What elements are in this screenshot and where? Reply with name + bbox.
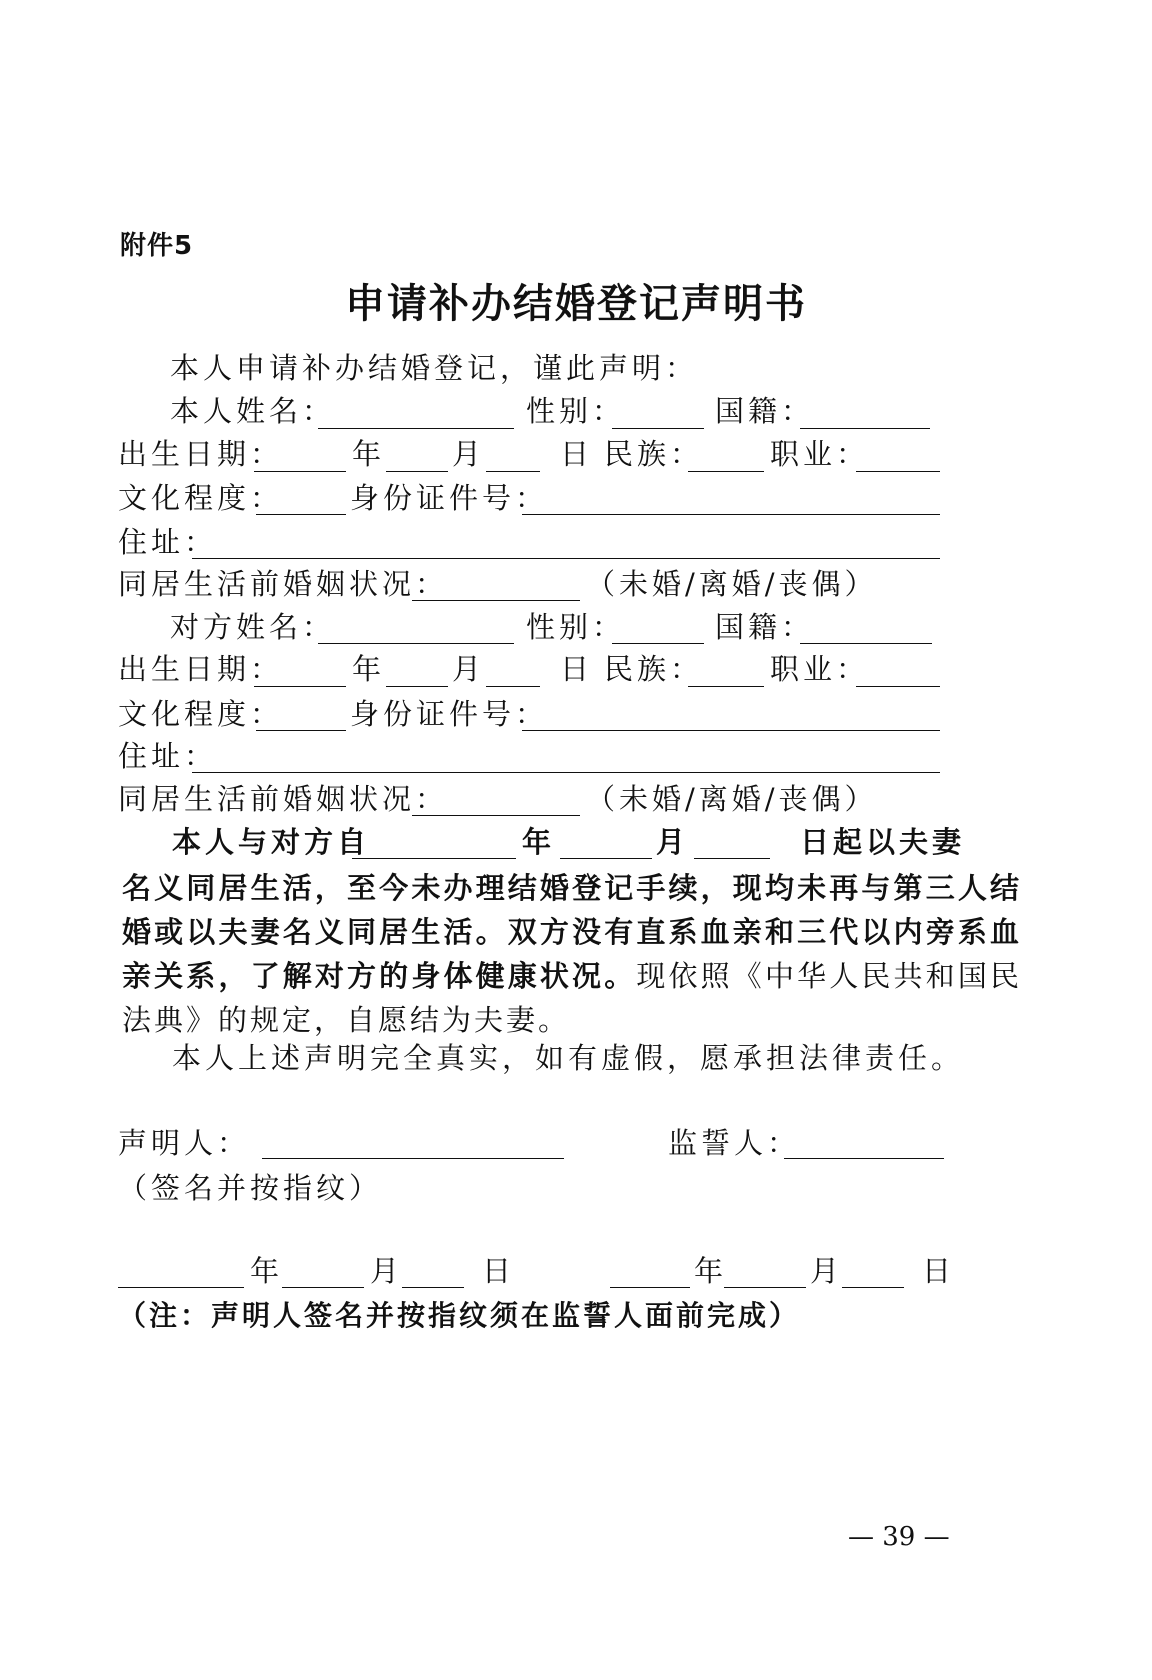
partner-nationality-field[interactable] xyxy=(800,643,932,644)
partner-birth-year-field[interactable] xyxy=(254,686,346,687)
supervisor-date-day-label: 日 xyxy=(922,1254,956,1288)
self-address-label: 住址： xyxy=(118,525,218,559)
declarant-date-day-label: 日 xyxy=(482,1254,516,1288)
supervisor-date-year-field[interactable] xyxy=(610,1287,690,1288)
self-birth-month-field[interactable] xyxy=(386,471,448,472)
self-gender-label: 性别： xyxy=(526,394,626,428)
partner-id-label: 身份证件号： xyxy=(350,697,549,731)
partner-gender-label: 性别： xyxy=(526,610,626,644)
statement-normal-text: 现依照《中华人民共和国民法典》的规定，自愿结为夫妻。 xyxy=(122,959,1022,1037)
partner-address-field[interactable] xyxy=(192,772,940,773)
sign-hint: （签名并按指纹） xyxy=(118,1171,383,1205)
self-id-field[interactable] xyxy=(522,514,940,515)
self-name-field[interactable] xyxy=(318,428,514,429)
supervisor-label: 监誓人： xyxy=(668,1126,801,1160)
partner-status-options: （未婚/离婚/丧偶） xyxy=(586,782,878,816)
statement-paragraph xyxy=(122,866,1022,1042)
partner-birth-label: 出生日期： xyxy=(118,652,284,686)
cohabit-start-text: 本人与对方自 xyxy=(172,825,371,859)
cohabit-month-field[interactable] xyxy=(560,858,652,859)
self-birth-day-label: 日 xyxy=(560,437,594,471)
declarant-date-year-label: 年 xyxy=(250,1254,284,1288)
partner-birth-day-label: 日 xyxy=(560,652,594,686)
partner-id-field[interactable] xyxy=(522,730,940,731)
self-nationality-label: 国籍： xyxy=(715,394,815,428)
partner-prior-status-field[interactable] xyxy=(412,815,580,816)
declarant-date-month-label: 月 xyxy=(370,1254,404,1288)
partner-education-label: 文化程度： xyxy=(118,697,284,731)
declarant-date-month-field[interactable] xyxy=(282,1287,364,1288)
self-education-label: 文化程度： xyxy=(118,481,284,515)
partner-birth-day-field[interactable] xyxy=(486,686,540,687)
partner-ethnicity-label: 民族： xyxy=(604,652,704,686)
cohabit-year-field[interactable] xyxy=(352,858,516,859)
partner-gender-field[interactable] xyxy=(612,643,704,644)
supervisor-date-year-label: 年 xyxy=(694,1254,728,1288)
self-id-label: 身份证件号： xyxy=(350,481,549,515)
partner-nationality-label: 国籍： xyxy=(715,610,815,644)
cohabit-day-field[interactable] xyxy=(694,858,770,859)
self-birth-year-label: 年 xyxy=(352,437,386,471)
intro-text: 本人申请补办结婚登记，谨此声明： xyxy=(170,351,699,385)
self-nationality-field[interactable] xyxy=(800,428,930,429)
partner-address-label: 住址： xyxy=(118,739,218,773)
self-birth-year-field[interactable] xyxy=(254,471,346,472)
cohabit-year-label: 年 xyxy=(522,825,556,859)
truth-statement: 本人上述声明完全真实，如有虚假，愿承担法律责任。 xyxy=(172,1041,965,1075)
partner-birth-month-label: 月 xyxy=(452,652,486,686)
attachment-label: 附件5 xyxy=(120,231,194,261)
self-gender-field[interactable] xyxy=(612,428,704,429)
self-ethnicity-label: 民族： xyxy=(604,437,704,471)
self-name-label: 本人姓名： xyxy=(170,394,336,428)
partner-birth-year-label: 年 xyxy=(352,652,386,686)
partner-name-label: 对方姓名： xyxy=(170,610,336,644)
partner-education-field[interactable] xyxy=(256,730,346,731)
self-prior-status-label: 同居生活前婚姻状况： xyxy=(118,567,449,601)
self-address-field[interactable] xyxy=(192,558,940,559)
supervisor-date-month-field[interactable] xyxy=(724,1287,806,1288)
page-title: 申请补办结婚登记声明书 xyxy=(345,280,807,327)
self-prior-status-field[interactable] xyxy=(412,600,580,601)
partner-birth-month-field[interactable] xyxy=(386,686,448,687)
declarant-date-day-field[interactable] xyxy=(402,1287,464,1288)
self-birth-label: 出生日期： xyxy=(118,437,284,471)
supervisor-date-month-label: 月 xyxy=(810,1254,844,1288)
self-occupation-label: 职业： xyxy=(770,437,870,471)
supervisor-signature-field[interactable] xyxy=(784,1158,944,1159)
partner-ethnicity-field[interactable] xyxy=(688,686,764,687)
cohabit-month-label: 月 xyxy=(656,825,690,859)
partner-prior-status-label: 同居生活前婚姻状况： xyxy=(118,782,449,816)
cohabit-day-text: 日起以夫妻 xyxy=(800,825,966,859)
self-status-options: （未婚/离婚/丧偶） xyxy=(586,567,878,601)
supervisor-date-day-field[interactable] xyxy=(842,1287,904,1288)
page-number: — 39 — xyxy=(848,1522,950,1552)
statement-bold-text: 名义同居生活，至今未办理结婚登记手续，现均未再与第三人结婚或以夫妻名义同居生活。双方没有直系血亲和三代以内旁系血亲关系，了解对方的身体健康状况。 xyxy=(122,871,1022,993)
partner-occupation-label: 职业： xyxy=(770,652,870,686)
partner-occupation-field[interactable] xyxy=(856,686,940,687)
declarant-date-year-field[interactable] xyxy=(118,1287,244,1288)
self-education-field[interactable] xyxy=(256,514,346,515)
self-occupation-field[interactable] xyxy=(856,471,940,472)
declarant-label: 声明人： xyxy=(118,1126,251,1160)
self-birth-day-field[interactable] xyxy=(486,471,540,472)
footnote: （注：声明人签名并按指纹须在监誓人面前完成） xyxy=(118,1299,801,1332)
self-birth-month-label: 月 xyxy=(452,437,486,471)
declarant-signature-field[interactable] xyxy=(262,1158,564,1159)
self-ethnicity-field[interactable] xyxy=(688,471,764,472)
partner-name-field[interactable] xyxy=(318,643,514,644)
